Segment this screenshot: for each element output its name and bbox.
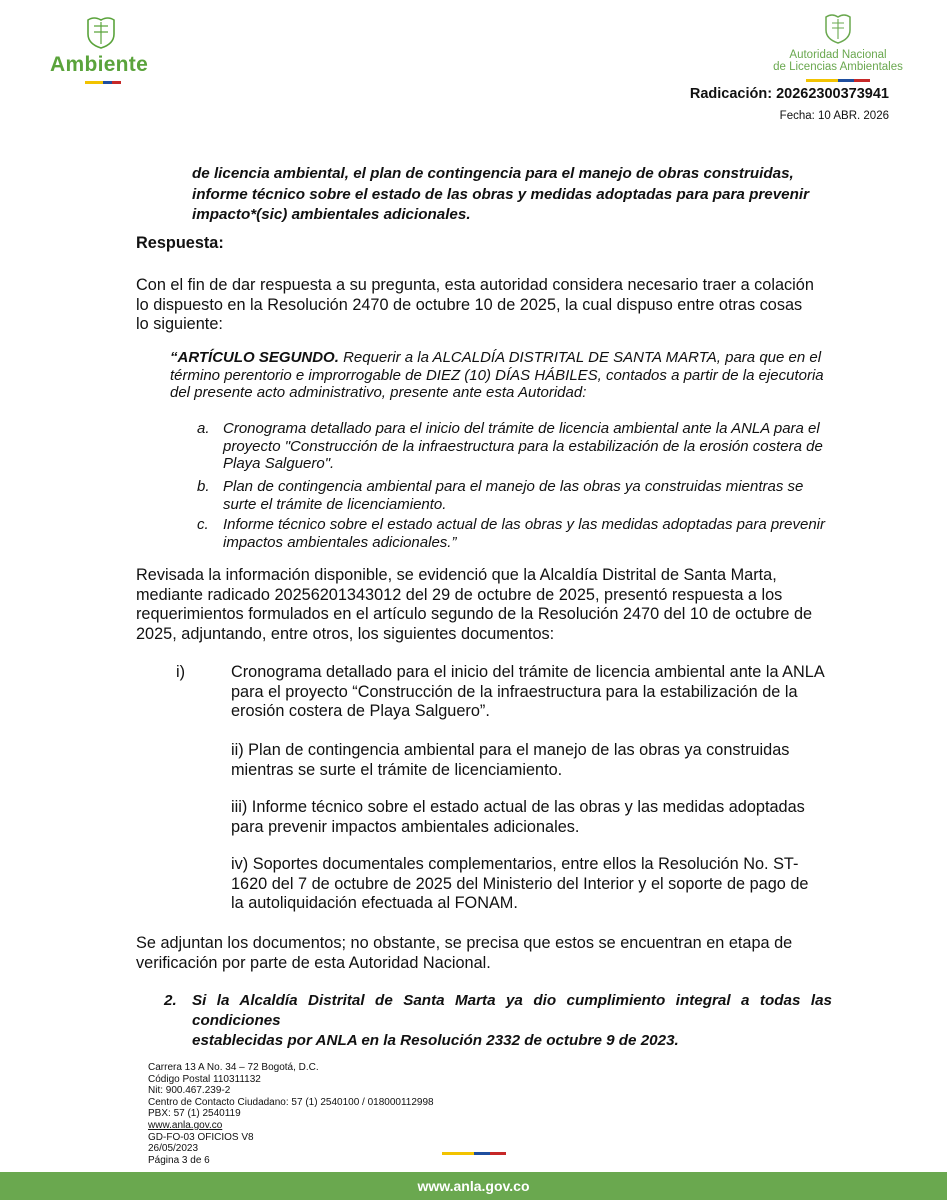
document-item-i (231, 663, 834, 722)
text-line: Revisada la información disponible, se evidenció que la Alcaldía Distrital de Santa Marta, (136, 566, 777, 584)
colombia-flag-stripe (806, 79, 870, 82)
text-line: impacto*(sic) ambientales adicionales. (192, 206, 471, 223)
respuesta-heading: Respuesta: (136, 234, 224, 252)
text-line: informe técnico sobre el estado de las obras y medidas adoptadas para para prevenir (192, 185, 809, 203)
text-line: Cronograma detallado para el inicio del trámite de licencia ambiental ante la ANLA para el (223, 420, 820, 437)
document-item-i-label: i) (176, 663, 186, 681)
text-line: establecidas por ANLA en la Resolución 2332 de octubre 9 de 2023. (192, 1032, 679, 1049)
text-line: Se adjuntan los documentos; no obstante, se precisa que estos se encuentran en etapa de (136, 934, 793, 952)
colombia-flag-stripe (85, 81, 121, 84)
item-text (223, 516, 825, 551)
text-line: para el proyecto “Construcción de la infraestructura para la estabilización de la (231, 682, 798, 701)
item-letter: a. (197, 420, 210, 437)
text-line: Playa Salguero". (223, 455, 335, 473)
text-line: Con el fin de dar respuesta a su pregunta, esta autoridad considera necesario traer a colación (136, 276, 814, 294)
question-2-text (192, 991, 832, 1051)
colombia-flag-stripe (442, 1152, 506, 1155)
footer-address: Carrera 13 A No. 34 – 72 Bogotá, D.C. (148, 1062, 319, 1073)
text-line: lo siguiente: (136, 315, 223, 333)
text-line: ii) Plan de contingencia ambiental para el manejo de las obras ya construidas (231, 741, 790, 759)
footer-nit: Nit: 900.467.239-2 (148, 1085, 231, 1097)
footer-form-code: GD-FO-03 OFICIOS V8 (148, 1131, 254, 1143)
text-line: Plan de contingencia ambiental para el manejo de las obras ya construidas mientras se (223, 478, 804, 495)
revisada-paragraph (136, 566, 834, 644)
text-line: Informe técnico sobre el estado actual de las obras y las medidas adoptadas para prevenir (223, 516, 826, 533)
text-line: lo dispuesto en la Resolución 2470 de octubre 10 de 2025, la cual dispuso entre otras cosas (136, 295, 803, 314)
footer-contact-center: Centro de Contacto Ciudadano: 57 (1) 2540100 / 018000112998 (148, 1096, 434, 1108)
text-line: impactos ambientales adicionales.” (223, 533, 457, 551)
footer-pbx: PBX: 57 (1) 2540119 (148, 1108, 241, 1120)
text-line: requerimientos formulados en el artículo segundo de la Resolución 2470 del 10 de octubre de (136, 605, 813, 623)
ambiente-logo (50, 14, 160, 84)
item-text (223, 478, 803, 513)
footer-contact-block (148, 1062, 434, 1166)
ambiente-wordmark: Ambiente (50, 53, 149, 76)
document-item-iii (231, 798, 834, 837)
article-heading: “ARTÍCULO SEGUNDO. (170, 349, 339, 366)
text-line: para prevenir impactos ambientales adicionales. (231, 817, 580, 836)
footer-page-number: Página 3 de 6 (148, 1154, 210, 1166)
footer-postal-code: Código Postal 110311132 (148, 1073, 261, 1085)
question-1-tail (192, 164, 832, 226)
text-line: 2025, adjuntando, entre otros, los siguientes documentos: (136, 624, 555, 643)
text-line: de licencia ambiental, el plan de contingencia para el manejo de obras construidas, (192, 165, 794, 182)
radicacion-number: Radicación: 20262300373941 (689, 86, 889, 102)
text-line: Si la Alcaldía Distrital de Santa Marta ya dio cumplimiento integral a todas las condiciones (192, 992, 832, 1029)
adjuntan-paragraph (136, 934, 834, 973)
text-line: iv) Soportes documentales complementarios, entre ellos la Resolución No. ST- (231, 855, 799, 873)
item-text (223, 420, 823, 473)
text-line: “ARTÍCULO SEGUNDO. Requerir a la ALCALDÍA DISTRITAL DE SANTA MARTA, para que en el (170, 349, 822, 366)
quote-item-b (197, 478, 835, 513)
quote-item-a (197, 420, 835, 473)
coat-of-arms-icon (823, 12, 853, 44)
anla-name-line2: de Licencias Ambientales (773, 61, 903, 73)
text-line: mediante radicado 20256201343012 del 29 de octubre de 2025, presentó respuesta a los (136, 585, 783, 604)
footer-form-date: 26/05/2023 (148, 1143, 199, 1155)
anla-logo (763, 12, 913, 82)
document-item-ii (231, 741, 834, 780)
text-line: verificación por parte de esta Autoridad Nacional. (136, 953, 491, 972)
coat-of-arms-icon (84, 14, 118, 50)
quote-item-c (197, 516, 835, 551)
text-line: iii) Informe técnico sobre el estado actual de las obras y las medidas adoptadas (231, 798, 805, 816)
text-line: surte el trámite de licenciamiento. (223, 495, 447, 513)
document-item-iv (231, 855, 834, 914)
anla-name-line1: Autoridad Nacional (789, 49, 887, 61)
intro-paragraph (136, 276, 834, 335)
text-line: proyecto "Construcción de la infraestructura para la estabilización de la erosión costera de (223, 437, 823, 455)
question-2-number: 2. (164, 992, 177, 1009)
text-line: del presente acto administrativo, presente ante esta Autoridad: (170, 384, 587, 402)
article-quote (170, 349, 835, 402)
text-line: mientras se surte el trámite de licenciamiento. (231, 760, 563, 779)
text-line: Cronograma detallado para el inicio del trámite de licencia ambiental ante la ANLA (231, 663, 825, 681)
text-line: erosión costera de Playa Salguero”. (231, 702, 490, 720)
footer-website-link[interactable]: www.anla.gov.co (148, 1119, 223, 1131)
footer-bar-url[interactable]: www.anla.gov.co (417, 1178, 530, 1194)
document-date: Fecha: 10 ABR. 2026 (779, 110, 889, 122)
text-line: término perentorio e improrrogable de DIEZ (10) DÍAS HÁBILES, contados a partir de la ejecutoria (170, 366, 824, 384)
text-line: la autoliquidación efectuada al FONAM. (231, 894, 518, 912)
item-letter: c. (197, 516, 209, 533)
text-line: 1620 del 7 de octubre de 2025 del Ministerio del Interior y el soporte de pago de (231, 874, 809, 893)
item-letter: b. (197, 478, 210, 495)
